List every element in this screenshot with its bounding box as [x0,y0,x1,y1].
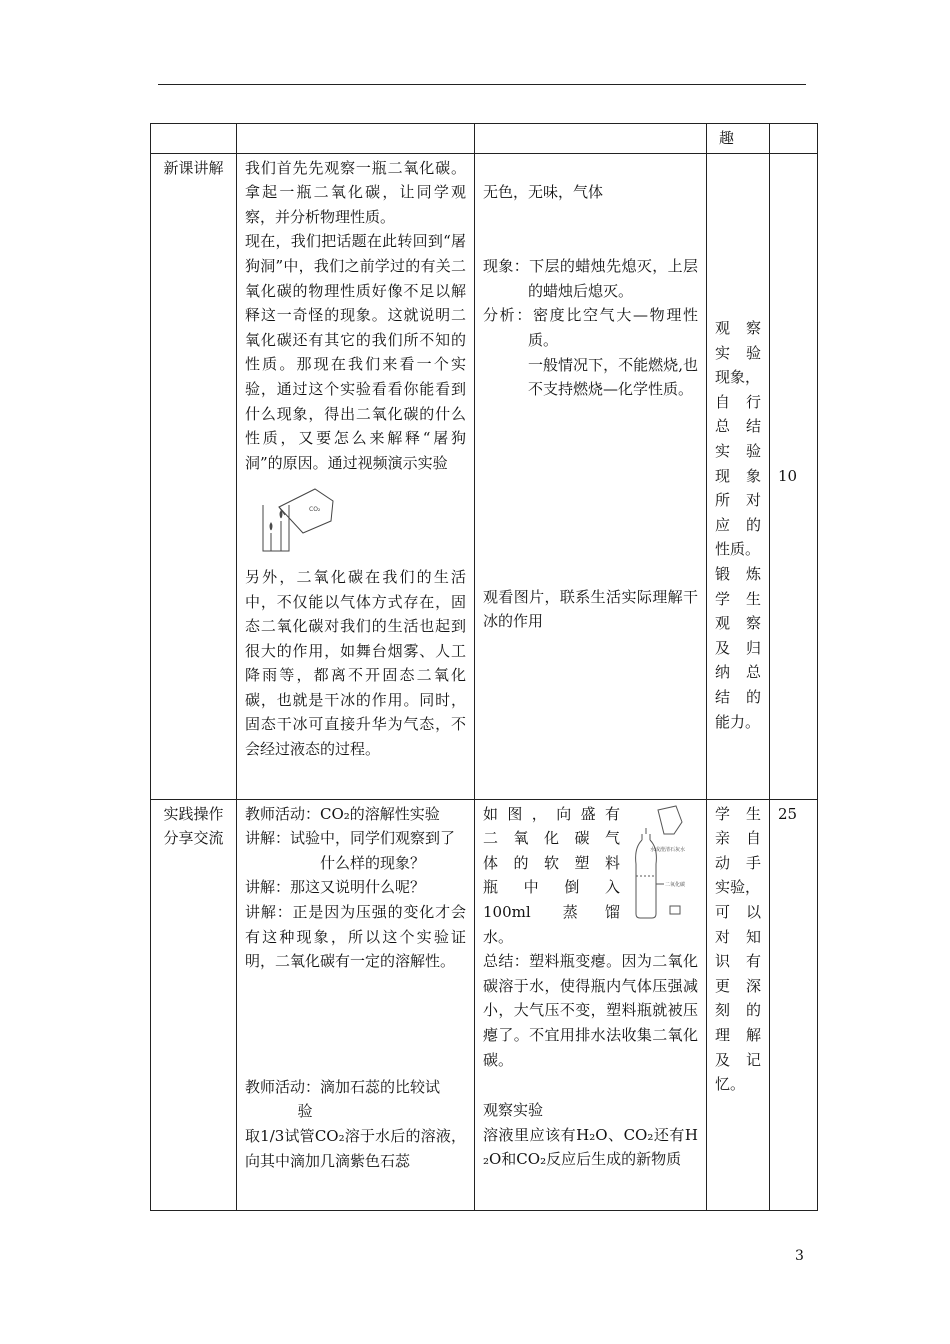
purpose-line: 结的 [715,687,761,706]
teacher-litmus-step: 取1/3试管CO₂溶于水后的溶液，向其中滴加几滴紫色石蕊 [245,1126,466,1170]
purpose-line: 总结 [715,417,761,436]
candle-experiment-figure [257,481,339,555]
lesson-plan-table [150,123,818,1211]
teacher-activity-cell [237,153,475,799]
time-cell-empty [770,124,818,154]
student-dry-ice-note: 观看图片，联系生活实际理解干冰的作用 [483,587,698,631]
purpose-line: 现象， [715,368,761,387]
teacher-explain-2: 讲解：那这又说明什么呢？ [245,878,426,897]
procedure-line: 二氧化碳气 [483,829,620,848]
purpose-line: 纳总 [715,663,761,682]
purpose-line: 动手 [715,853,761,872]
purpose-cell-observe [707,153,770,799]
teacher-litmus-title: 教师活动：滴加石蕊的比较试 [245,1077,441,1096]
teacher-solubility-title: 教师活动：CO₂的溶解性实验 [245,804,440,823]
student-phenomenon: 现象：下层的蜡烛先熄灭，上层的蜡烛后熄灭。 [483,257,698,300]
procedure-line: 体的软塑料 [483,853,620,872]
purpose-line: 现象 [715,466,761,485]
procedure-line: 如图，向盛有 [483,804,620,823]
stage-cell-practice [151,799,237,1210]
plastic-bottle-figure [624,804,702,924]
purpose-line: 观察 [715,614,761,633]
stage-line: 分享交流 [163,829,224,848]
purpose-line: 能力。 [715,712,761,731]
student-physical-properties: 无色，无味，气体 [483,182,604,201]
student-chemical-property: 一般情况下，不能燃烧,也不支持燃烧—化学性质。 [528,355,698,399]
purpose-line: 锻炼 [715,564,761,583]
purpose-line: 理解 [715,1025,761,1044]
time-cell-25: 25 [770,799,818,1210]
purpose-line: 实验 [715,343,761,362]
teacher-explain-3: 讲解：正是因为压强的变化才会有这种现象，所以这个实验证明，二氧化碳有一定的溶解性。 [245,902,466,971]
purpose-line: 可以 [715,902,761,921]
student-solution-contents: 溶液里应该有H₂O、CO₂还有H₂O和CO₂反应后生成的新物质 [483,1125,698,1169]
student-summary: 总结：塑料瓶变瘪。因为二氧化碳溶于水，使得瓶内气体压强减小，大气压不变，塑料瓶就被压瘪了。不宜用排水法收集二氧化碳。 [483,952,698,1069]
figure-co2-gas-label: 二氧化碳 [665,881,686,888]
procedure-line: 水。 [483,927,514,946]
table-row-top [151,124,818,154]
header-rule [158,84,806,85]
purpose-line: 更深 [715,976,761,995]
teacher-litmus-title-b: 验 [297,1102,313,1121]
teacher-cell-empty [237,124,475,154]
purpose-line: 忆。 [715,1075,746,1094]
student-practice-cell [475,799,707,1210]
figure-water-label: 水或澄清石灰水 [650,846,686,853]
teacher-explain-1b: 什么样的现象？ [320,853,426,872]
purpose-text-new-lesson [715,316,761,734]
purpose-line: 及记 [715,1050,761,1069]
purpose-line: 学生 [715,589,761,608]
student-analysis: 分析：密度比空气大—物理性质。 [483,306,698,349]
purpose-line: 及归 [715,638,761,657]
teacher-paragraph-dry-ice: 另外，二氧化碳在我们的生活中，不仅能以气体方式存在，固态二氧化碳对我们的生活也起到很大的作用，如舞台烟雾、人工降雨等，都离不开固态二氧化碳，也就是干冰的作用。同时，固态干冰可直接升华为气态，不会经过液态的过程。 [245,567,466,759]
purpose-line: 应的 [715,515,761,534]
table-row-new-lesson [151,153,818,799]
table-row-practice [151,799,818,1210]
purpose-cell-practice [707,799,770,1210]
teacher-paragraph-observe: 我们首先先观察一瓶二氧化碳。拿起一瓶二氧化碳，让同学观察，并分析物理性质。 [245,158,466,226]
stage-cell-empty [151,124,237,154]
purpose-line: 对知 [715,927,761,946]
student-activity-cell [475,153,707,799]
purpose-line: 性质。 [715,540,761,559]
purpose-line: 自行 [715,392,761,411]
teacher-paragraph-dog-cave: 现在，我们把话题在此转回到“屠狗洞”中，我们之前学过的有关二氧化碳的物理性质好像不足以解释这一奇怪的现象。这就说明二氧化碳还有其它的我们所不知的性质。那现在我们来看一个实验，通过这个实验看看你能看到什么现象，得出二氧化碳的什么性质，又要怎么来解释“屠狗洞”的原因。通过视频演示实验 [245,232,466,472]
purpose-line: 学生 [715,804,761,823]
teacher-explain-1: 讲解：试验中，同学们观察到了 [245,829,456,848]
figure-co2-label: CO₂ [309,506,321,514]
purpose-line: 实验， [715,878,761,897]
purpose-cell-tail: 趣 [707,124,770,154]
teacher-practice-cell [237,799,475,1210]
purpose-line: 识有 [715,952,761,971]
student-observe: 观察实验 [483,1101,544,1120]
procedure-line: 瓶中倒入 [483,878,620,897]
purpose-line: 刻的 [715,1001,761,1020]
stage-line: 实践操作 [163,804,224,823]
procedure-line: 100ml 蒸馏 [483,902,620,921]
student-cell-empty [475,124,707,154]
page-number: 3 [795,1248,804,1264]
purpose-text-practice [715,802,761,1097]
stage-cell-new-lesson: 新课讲解 [151,153,237,799]
purpose-line: 亲自 [715,829,761,848]
purpose-line: 观察 [715,319,761,338]
purpose-line: 所对 [715,491,761,510]
purpose-line: 实验 [715,442,761,461]
time-cell-10: 10 [770,153,818,799]
